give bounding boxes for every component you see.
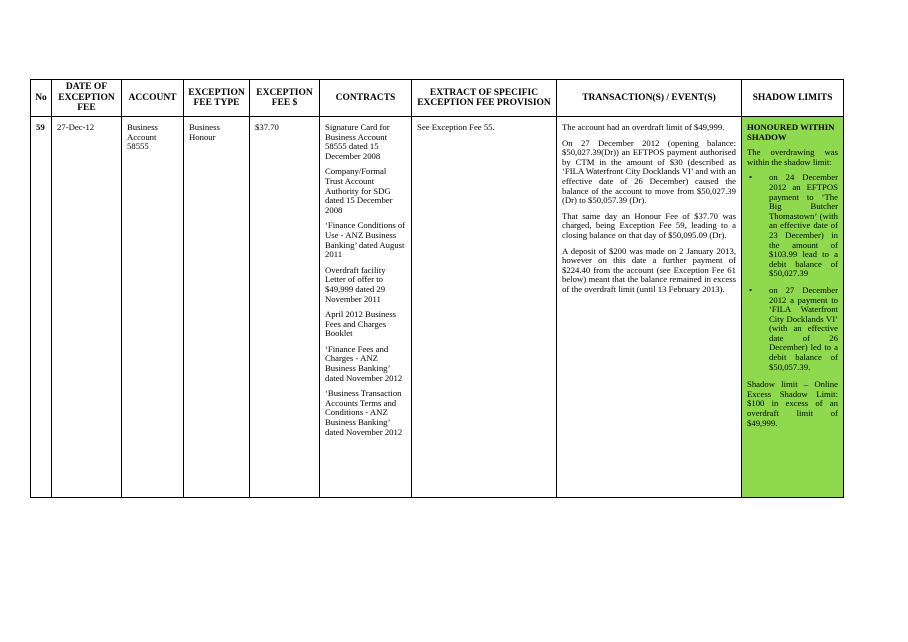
transaction-paragraph: The account had an overdraft limit of $49,999. (562, 122, 725, 132)
header-fee: EXCEPTION FEE $ (250, 80, 320, 117)
cell-no: 59 (31, 117, 52, 498)
cell-date: 27-Dec-12 (52, 117, 122, 498)
cell-fee-type: Business Honour (184, 117, 250, 498)
transaction-paragraph: That same day an Honour Fee of $37.70 was charged, being Exception Fee 59, leading to a closing balance on that day of $50,095.09 (Dr). (562, 210, 736, 240)
shadow-footer: Shadow limit – Online Excess Shadow Limit: $100 in excess of an overdraft limit of $49,999. (747, 379, 838, 428)
header-shadow-limits: SHADOW LIMITS (742, 80, 844, 117)
cell-account: Business Account 58555 (122, 117, 184, 498)
cell-extract: See Exception Fee 55. (412, 117, 557, 498)
shadow-bullet-item (749, 172, 838, 279)
contract-item: ‘Business Transaction Accounts Terms and Conditions - ANZ Business Banking’ dated November 2012 (325, 388, 403, 437)
shadow-bullet-list (747, 173, 838, 372)
cell-transactions (557, 117, 742, 498)
bullet-icon: • (749, 172, 753, 183)
shadow-bullet-item (749, 284, 838, 372)
header-transactions: TRANSACTION(S) / EVENT(S) (557, 80, 742, 117)
cell-shadow-limits (742, 117, 844, 498)
header-account: ACCOUNT (122, 80, 184, 117)
header-row (31, 80, 844, 117)
contract-item: Overdraft facility Letter of offer to $49,999 dated 29 November 2011 (325, 264, 386, 304)
contract-item: Signature Card for Business Account 58555 dated 15 December 2008 (325, 122, 390, 161)
cell-fee: $37.70 (250, 117, 320, 498)
exception-fee-table (30, 79, 844, 498)
header-date: DATE OF EXCEPTION FEE (52, 80, 122, 117)
contract-item: ‘Finance Conditions of Use - ANZ Business Banking’ dated August 2011 (325, 220, 406, 260)
table-row (31, 117, 844, 498)
contract-item: Company/Formal Trust Account Authority for SDG dated 15 December 2008 (325, 166, 393, 215)
header-no: No (31, 80, 52, 117)
contract-item: April 2012 Business Fees and Charges Booklet (325, 309, 396, 339)
shadow-bullet-text: on 24 December 2012 an EFTPOS payment to ‘The Big Butcher Thomastown’ (with an effective date of 23 December) in the amount of $103.99 lead to a debit balance of $50,027.39 (769, 172, 838, 279)
cell-contracts (320, 117, 412, 498)
header-extract: EXTRACT OF SPECIFIC EXCEPTION FEE PROVISION (412, 80, 557, 117)
transaction-paragraph: On 27 December 2012 (opening balance: $50,027.39(Dr)) an EFTPOS payment authorised by CTM in the amount of $30 (described as ‘FILA Waterfront City Docklands VI’ and with an effective date of 26 December) caused the balance of the account to move from $50,027.39 (Dr) to $50,057.39 (Dr). (562, 137, 736, 206)
shadow-intro: The overdrawing was within the shadow limit: (747, 147, 838, 167)
transaction-paragraph: A deposit of $200 was made on 2 January 2013, however on this date a further payment of $224.40 from the account (see Exception Fee 61 below) meant that the balance remained in excess of the overdraft limit (until 13 February 2013). (562, 245, 736, 294)
shadow-heading: HONOURED WITHIN SHADOW (747, 122, 835, 142)
contract-item: ‘Finance Fees and Charges - ANZ Business Banking’ dated November 2012 (325, 343, 403, 383)
shadow-bullet-text: on 27 December 2012 a payment to ‘FILA Waterfront City Docklands VI’ (with an effective date of 26 December) led to a debit balance of $50,057.39. (769, 284, 838, 372)
header-fee-type: EXCEPTION FEE TYPE (184, 80, 250, 117)
bullet-icon: • (749, 284, 753, 295)
header-contracts: CONTRACTS (320, 80, 412, 117)
